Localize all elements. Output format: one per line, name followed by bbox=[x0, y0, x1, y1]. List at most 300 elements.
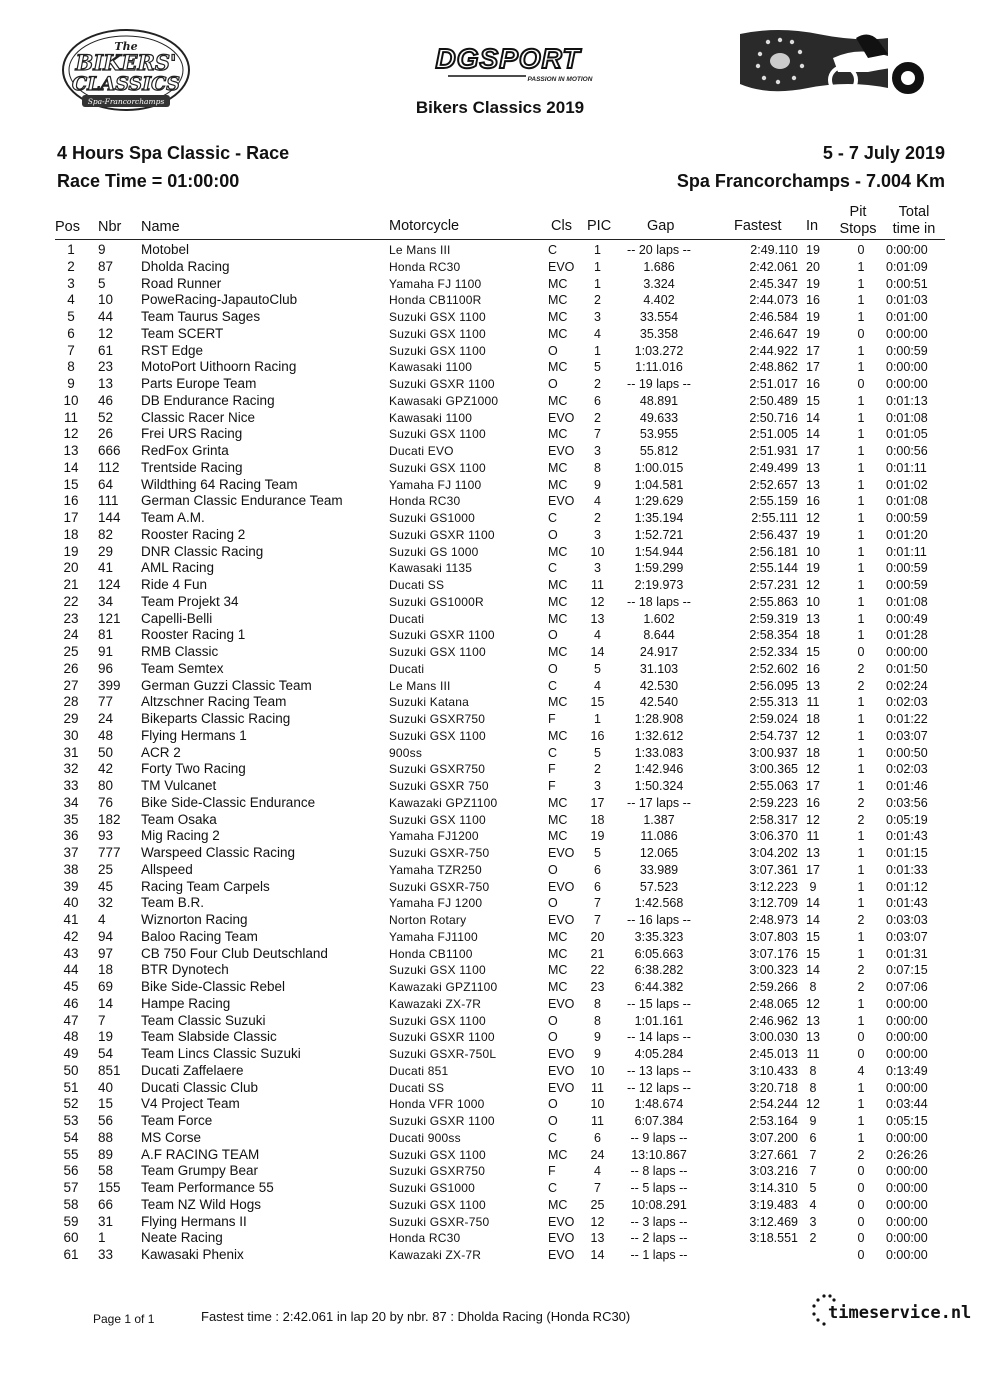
cell-class: MC bbox=[548, 360, 568, 375]
cell-pic: 15 bbox=[590, 695, 605, 710]
cell-pic: 2 bbox=[594, 511, 601, 525]
cell-pit-stops: 1 bbox=[857, 728, 865, 743]
cell-nbr: 851 bbox=[98, 1062, 121, 1078]
cell-total-time: 0:01:15 bbox=[886, 846, 928, 860]
cell-total-time: 0:05:15 bbox=[886, 1114, 928, 1128]
cell-gap: 1:03.272 bbox=[634, 343, 684, 358]
table-row bbox=[0, 946, 1000, 963]
cell-nbr: 9 bbox=[98, 242, 106, 257]
cell-pic: 14 bbox=[590, 1248, 605, 1262]
cell-nbr: 66 bbox=[98, 1196, 114, 1212]
table-row bbox=[0, 443, 1000, 460]
cell-nbr: 76 bbox=[98, 794, 114, 810]
cell-motorcycle: Suzuki GSX 1100 bbox=[389, 1197, 486, 1212]
cell-pos: 47 bbox=[63, 1012, 79, 1028]
cell-nbr: 23 bbox=[98, 359, 114, 375]
table-row bbox=[0, 644, 1000, 661]
cell-class: C bbox=[548, 243, 558, 257]
cell-name: Hampe Racing bbox=[141, 995, 231, 1011]
cell-class: MC bbox=[548, 929, 568, 944]
cell-in-lap: 14 bbox=[806, 427, 820, 442]
cell-total-time: 0:00:51 bbox=[886, 276, 928, 291]
cell-nbr: 48 bbox=[98, 727, 114, 743]
table-row bbox=[0, 410, 1000, 427]
cell-pic: 1 bbox=[594, 712, 601, 726]
cell-gap: 6:44.382 bbox=[634, 980, 684, 994]
cell-nbr: 14 bbox=[98, 995, 114, 1011]
col-header-name: Name bbox=[141, 219, 180, 235]
table-row bbox=[0, 292, 1000, 309]
col-header-in: In bbox=[806, 218, 819, 234]
cell-total-time: 0:01:33 bbox=[886, 862, 928, 877]
cell-pos: 57 bbox=[63, 1180, 79, 1195]
cell-class: MC bbox=[548, 578, 568, 592]
cell-class: EVO bbox=[548, 1047, 575, 1061]
cell-nbr: 58 bbox=[98, 1163, 114, 1179]
cell-fastest: 2:56.437 bbox=[749, 527, 798, 542]
cell-fastest: 3:00.365 bbox=[749, 762, 798, 777]
cell-class: MC bbox=[548, 611, 568, 626]
cell-in-lap: 19 bbox=[806, 276, 820, 291]
table-row bbox=[0, 1147, 1000, 1164]
cell-nbr: 777 bbox=[98, 845, 121, 860]
cell-gap: 1:42.946 bbox=[634, 762, 684, 777]
cell-pit-stops: 1 bbox=[857, 1097, 865, 1112]
cell-total-time: 0:00:00 bbox=[886, 1197, 928, 1212]
cell-pos: 53 bbox=[63, 1113, 79, 1128]
cell-in-lap: 16 bbox=[806, 494, 820, 509]
cell-total-time: 0:01:11 bbox=[886, 544, 927, 559]
cell-name: V4 Project Team bbox=[141, 1096, 240, 1112]
cell-motorcycle: Kawazaki GPZ1100 bbox=[389, 980, 498, 994]
col-header-pit-line1: Pit bbox=[849, 204, 867, 220]
table-row bbox=[0, 1080, 1000, 1097]
cell-total-time: 0:01:43 bbox=[886, 896, 928, 911]
cell-pit-stops: 1 bbox=[857, 393, 865, 408]
cell-gap: 49.633 bbox=[639, 410, 679, 425]
cell-pit-stops: 2 bbox=[857, 963, 865, 978]
cell-pos: 19 bbox=[63, 543, 79, 559]
cell-in-lap: 10 bbox=[806, 594, 820, 609]
cell-pic: 19 bbox=[590, 829, 605, 844]
cell-gap: 4.402 bbox=[643, 293, 675, 308]
cell-name: Capelli-Belli bbox=[141, 610, 213, 626]
cell-nbr: 25 bbox=[98, 861, 114, 877]
cell-motorcycle: Norton Rotary bbox=[389, 913, 467, 927]
motorcycle-flag-logo bbox=[738, 28, 926, 96]
cell-name: RedFox Grinta bbox=[141, 443, 229, 458]
cell-pos: 34 bbox=[63, 794, 79, 810]
cell-gap: 4:05.284 bbox=[634, 1047, 684, 1061]
cell-gap: 6:05.663 bbox=[634, 946, 684, 961]
cell-nbr: 77 bbox=[98, 694, 114, 710]
cell-pos: 33 bbox=[63, 778, 79, 793]
cell-motorcycle: Honda RC30 bbox=[389, 494, 461, 509]
cell-pos: 13 bbox=[63, 443, 79, 458]
cell-class: O bbox=[548, 862, 558, 877]
cell-total-time: 0:00:00 bbox=[886, 1231, 928, 1246]
cell-total-time: 0:01:22 bbox=[886, 712, 928, 726]
page-indicator: Page 1 of 1 bbox=[93, 1312, 155, 1326]
table-row bbox=[0, 627, 1000, 644]
cell-pos: 30 bbox=[63, 727, 79, 743]
cell-in-lap: 19 bbox=[806, 310, 820, 324]
cell-fastest: 3:19.483 bbox=[749, 1197, 798, 1212]
cell-nbr: 24 bbox=[98, 711, 114, 726]
cell-pit-stops: 2 bbox=[857, 980, 865, 994]
cell-in-lap: 12 bbox=[806, 812, 820, 827]
cell-fastest: 2:59.223 bbox=[749, 795, 798, 810]
cell-class: C bbox=[548, 561, 558, 576]
cell-in-lap: 18 bbox=[806, 628, 820, 643]
cell-in-lap: 13 bbox=[806, 611, 820, 626]
cell-in-lap: 8 bbox=[809, 980, 817, 994]
cell-fastest: 3:14.310 bbox=[749, 1181, 798, 1195]
svg-text:PASSION IN MOTION: PASSION IN MOTION bbox=[527, 76, 593, 83]
cell-pit-stops: 1 bbox=[857, 460, 865, 475]
cell-pit-stops: 1 bbox=[857, 360, 865, 375]
cell-pos: 22 bbox=[63, 593, 79, 609]
cell-name: Team Semtex bbox=[141, 660, 224, 676]
cell-fastest: 3:07.803 bbox=[749, 929, 798, 944]
cell-nbr: 50 bbox=[98, 744, 114, 760]
cell-pit-stops: 2 bbox=[857, 795, 865, 810]
cell-name: Ride 4 Fun bbox=[141, 577, 208, 592]
cell-pic: 17 bbox=[590, 795, 605, 810]
cell-motorcycle: Kawazaki ZX-7R bbox=[389, 1248, 482, 1262]
cell-pos: 38 bbox=[63, 861, 79, 877]
cell-pos: 23 bbox=[63, 610, 79, 626]
cell-nbr: 33 bbox=[98, 1247, 114, 1262]
cell-nbr: 40 bbox=[98, 1079, 114, 1095]
cell-name: Team A.M. bbox=[141, 510, 205, 525]
cell-name: TM Vulcanet bbox=[141, 778, 217, 793]
cell-gap: -- 9 laps -- bbox=[630, 1130, 688, 1145]
table-row bbox=[0, 343, 1000, 360]
cell-motorcycle: Kawazaki ZX-7R bbox=[389, 996, 482, 1011]
cell-gap: 33.554 bbox=[639, 310, 679, 324]
cell-motorcycle: Yamaha FJ1200 bbox=[389, 829, 479, 844]
cell-pic: 11 bbox=[591, 1080, 604, 1095]
cell-class: MC bbox=[548, 980, 568, 994]
cell-in-lap: 9 bbox=[809, 1114, 817, 1128]
cell-gap: 1.686 bbox=[643, 259, 675, 274]
cell-total-time: 0:02:03 bbox=[886, 695, 928, 710]
cell-class: C bbox=[548, 1130, 558, 1145]
cell-pos: 55 bbox=[63, 1146, 79, 1162]
cell-class: O bbox=[548, 343, 558, 358]
cell-in-lap: 18 bbox=[806, 745, 820, 760]
cell-nbr: 5 bbox=[98, 275, 106, 291]
svg-text:CLASSICS: CLASSICS bbox=[72, 73, 180, 95]
cell-fastest: 2:42.061 bbox=[749, 259, 798, 274]
cell-name: Mig Racing 2 bbox=[141, 828, 220, 844]
cell-fastest: 2:59.319 bbox=[749, 611, 798, 626]
cell-pic: 20 bbox=[590, 929, 605, 944]
cell-gap: -- 20 laps -- bbox=[627, 243, 691, 257]
cell-pos: 51 bbox=[63, 1079, 79, 1095]
cell-class: F bbox=[548, 712, 556, 726]
cell-pic: 13 bbox=[590, 1231, 605, 1246]
cell-name: Ducati Zaffelaere bbox=[141, 1062, 244, 1078]
cell-pos: 52 bbox=[63, 1096, 79, 1112]
cell-pit-stops: 0 bbox=[857, 1248, 865, 1262]
cell-class: EVO bbox=[548, 846, 575, 860]
cell-name: CB 750 Four Club Deutschland bbox=[141, 945, 328, 961]
cell-class: EVO bbox=[548, 879, 575, 894]
cell-pos: 10 bbox=[63, 392, 79, 408]
cell-name: Parts Europe Team bbox=[141, 376, 257, 391]
cell-gap: 1:33.083 bbox=[634, 745, 684, 760]
cell-gap: -- 16 laps -- bbox=[627, 913, 691, 927]
cell-nbr: 89 bbox=[98, 1146, 114, 1162]
cell-pic: 1 bbox=[594, 343, 601, 358]
cell-class: MC bbox=[548, 427, 568, 442]
cell-class: MC bbox=[548, 812, 568, 827]
cell-gap: -- 2 laps -- bbox=[630, 1231, 688, 1246]
cell-in-lap: 17 bbox=[806, 862, 820, 877]
cell-gap: 11.086 bbox=[640, 829, 678, 844]
cell-motorcycle: Ducati bbox=[389, 611, 425, 626]
svg-text:BIKERS': BIKERS' bbox=[75, 50, 177, 75]
cell-total-time: 0:01:13 bbox=[886, 393, 928, 408]
cell-total-time: 0:03:56 bbox=[886, 795, 928, 810]
table-row bbox=[0, 828, 1000, 845]
cell-fastest: 2:58.317 bbox=[749, 812, 798, 827]
cell-pic: 6 bbox=[594, 862, 601, 877]
cell-pic: 18 bbox=[590, 812, 605, 827]
cell-fastest: 2:51.931 bbox=[749, 444, 798, 458]
cell-fastest: 2:57.231 bbox=[749, 578, 798, 592]
cell-pic: 3 bbox=[594, 527, 601, 542]
cell-class: MC bbox=[548, 477, 568, 492]
cell-pic: 4 bbox=[594, 326, 601, 341]
cell-name: German Classic Endurance Team bbox=[141, 493, 343, 509]
cell-pit-stops: 1 bbox=[857, 762, 865, 777]
cell-pos: 28 bbox=[63, 694, 79, 710]
cell-total-time: 0:01:28 bbox=[886, 628, 928, 643]
cell-pic: 6 bbox=[594, 1130, 601, 1145]
cell-pos: 17 bbox=[63, 510, 79, 525]
cell-in-lap: 17 bbox=[806, 779, 820, 793]
cell-class: EVO bbox=[548, 444, 575, 458]
cell-nbr: 91 bbox=[98, 644, 114, 659]
cell-motorcycle: Suzuki GSXR-750 bbox=[389, 879, 490, 894]
cell-gap: 1:01.161 bbox=[634, 1013, 684, 1028]
cell-class: MC bbox=[548, 544, 568, 559]
cell-pic: 2 bbox=[594, 377, 601, 391]
col-header-total-time bbox=[886, 204, 942, 238]
cell-fastest: 3:12.469 bbox=[749, 1214, 798, 1229]
cell-nbr: 666 bbox=[98, 443, 121, 458]
table-row bbox=[0, 1113, 1000, 1130]
cell-nbr: 19 bbox=[98, 1029, 114, 1045]
cell-fastest: 2:52.334 bbox=[749, 645, 798, 659]
table-row bbox=[0, 1247, 1000, 1264]
cell-nbr: 34 bbox=[98, 593, 114, 609]
cell-gap: -- 15 laps -- bbox=[627, 996, 691, 1011]
cell-total-time: 0:01:46 bbox=[886, 779, 928, 793]
cell-pos: 20 bbox=[63, 560, 79, 576]
cell-class: EVO bbox=[548, 410, 575, 425]
cell-gap: -- 19 laps -- bbox=[627, 377, 691, 391]
cell-pos: 18 bbox=[63, 526, 79, 542]
cell-name: Forty Two Racing bbox=[141, 761, 246, 777]
cell-motorcycle: Suzuki GSX 1100 bbox=[389, 427, 486, 442]
cell-pos: 40 bbox=[63, 895, 79, 911]
cell-total-time: 0:01:02 bbox=[886, 477, 928, 492]
table-row bbox=[0, 1096, 1000, 1113]
cell-pic: 8 bbox=[594, 460, 601, 475]
cell-pic: 23 bbox=[590, 980, 605, 994]
cell-fastest: 2:55.159 bbox=[749, 494, 798, 509]
results-table-body bbox=[0, 242, 1000, 1264]
cell-pos: 42 bbox=[63, 928, 79, 944]
cell-gap: 53.955 bbox=[639, 427, 679, 442]
cell-pit-stops: 1 bbox=[857, 544, 865, 559]
cell-name: Team Grumpy Bear bbox=[141, 1163, 259, 1179]
cell-pit-stops: 1 bbox=[857, 561, 865, 576]
cell-nbr: 88 bbox=[98, 1129, 114, 1145]
cell-pos: 24 bbox=[63, 627, 79, 643]
cell-in-lap: 12 bbox=[806, 578, 820, 592]
table-row bbox=[0, 962, 1000, 979]
cell-in-lap: 17 bbox=[806, 343, 820, 358]
cell-motorcycle: Suzuki GSX 1100 bbox=[389, 812, 486, 827]
table-row bbox=[0, 1029, 1000, 1046]
cell-in-lap: 12 bbox=[806, 762, 820, 777]
cell-pic: 11 bbox=[591, 578, 604, 592]
cell-gap: 2:19.973 bbox=[634, 578, 684, 592]
cell-total-time: 0:01:11 bbox=[886, 460, 927, 475]
cell-gap: 3:35.323 bbox=[634, 929, 684, 944]
cell-fastest: 2:46.962 bbox=[749, 1013, 798, 1028]
cell-pic: 1 bbox=[594, 276, 601, 291]
cell-class: MC bbox=[548, 460, 568, 475]
cell-in-lap: 12 bbox=[806, 1097, 820, 1112]
table-row bbox=[0, 493, 1000, 510]
cell-pos: 43 bbox=[63, 945, 79, 961]
cell-total-time: 0:01:05 bbox=[886, 427, 928, 442]
cell-nbr: 41 bbox=[98, 560, 114, 576]
cell-nbr: 44 bbox=[98, 309, 114, 324]
cell-motorcycle: Suzuki GSX 1100 bbox=[389, 963, 486, 978]
cell-gap: 1:29.629 bbox=[634, 494, 684, 509]
cell-pit-stops: 2 bbox=[857, 678, 865, 693]
cell-total-time: 0:01:43 bbox=[886, 829, 928, 844]
cell-in-lap: 13 bbox=[806, 1030, 820, 1045]
cell-nbr: 1 bbox=[98, 1230, 106, 1246]
cell-fastest: 2:45.347 bbox=[749, 276, 798, 291]
table-row bbox=[0, 778, 1000, 795]
cell-in-lap: 8 bbox=[809, 1080, 817, 1095]
cell-pic: 10 bbox=[590, 1097, 605, 1112]
cell-in-lap: 9 bbox=[809, 879, 817, 894]
cell-motorcycle: Kawasaki 1135 bbox=[389, 561, 473, 576]
cell-pos: 41 bbox=[63, 912, 79, 927]
cell-fastest: 3:00.323 bbox=[749, 963, 798, 978]
cell-motorcycle: Suzuki GSX 1100 bbox=[389, 645, 486, 659]
cell-nbr: 7 bbox=[98, 1012, 106, 1028]
dg-sport-logo bbox=[408, 42, 608, 86]
cell-pos: 61 bbox=[63, 1247, 79, 1262]
cell-in-lap: 14 bbox=[806, 896, 820, 911]
table-row bbox=[0, 577, 1000, 594]
cell-name: Bike Side-Classic Endurance bbox=[141, 794, 316, 810]
cell-gap: 35.358 bbox=[639, 326, 679, 341]
cell-nbr: 155 bbox=[98, 1180, 121, 1195]
table-row bbox=[0, 527, 1000, 544]
table-row bbox=[0, 242, 1000, 259]
cell-in-lap: 12 bbox=[806, 996, 820, 1011]
cell-total-time: 0:00:00 bbox=[886, 1248, 928, 1262]
cell-class: MC bbox=[548, 293, 568, 308]
cell-motorcycle: Suzuki Katana bbox=[389, 695, 469, 710]
cell-pit-stops: 1 bbox=[857, 444, 865, 458]
cell-pos: 3 bbox=[67, 275, 75, 291]
cell-name: German Guzzi Classic Team bbox=[141, 677, 312, 693]
cell-nbr: 46 bbox=[98, 392, 114, 408]
cell-pit-stops: 1 bbox=[857, 293, 865, 308]
cell-in-lap: 8 bbox=[809, 1063, 817, 1078]
cell-fastest: 2:52.657 bbox=[749, 477, 798, 492]
cell-total-time: 0:01:00 bbox=[886, 310, 928, 324]
cell-fastest: 3:06.370 bbox=[749, 829, 798, 844]
table-row bbox=[0, 259, 1000, 276]
cell-motorcycle: Suzuki GSXR 1100 bbox=[389, 377, 495, 391]
cell-total-time: 0:00:00 bbox=[886, 1013, 928, 1028]
cell-class: EVO bbox=[548, 1231, 575, 1246]
cell-pic: 10 bbox=[590, 1063, 605, 1078]
cell-pic: 12 bbox=[590, 594, 605, 609]
cell-fastest: 3:10.433 bbox=[749, 1063, 798, 1078]
cell-total-time: 0:00:59 bbox=[886, 578, 928, 592]
cell-fastest: 2:48.065 bbox=[749, 996, 798, 1011]
table-row bbox=[0, 1163, 1000, 1180]
table-row bbox=[0, 795, 1000, 812]
cell-total-time: 0:01:08 bbox=[886, 410, 928, 425]
cell-pic: 2 bbox=[594, 293, 601, 308]
cell-pit-stops: 0 bbox=[857, 1214, 865, 1229]
cell-class: MC bbox=[548, 1147, 568, 1162]
cell-nbr: 93 bbox=[98, 828, 114, 844]
cell-pic: 3 bbox=[594, 779, 601, 793]
cell-motorcycle: Suzuki GSXR750 bbox=[389, 1164, 486, 1179]
cell-gap: 57.523 bbox=[639, 879, 679, 894]
cell-name: Team Osaka bbox=[141, 811, 217, 827]
cell-gap: 1.602 bbox=[643, 611, 675, 626]
cell-pic: 7 bbox=[594, 1181, 601, 1195]
cell-class: EVO bbox=[548, 259, 575, 274]
cell-pos: 6 bbox=[67, 325, 75, 341]
cell-motorcycle: Kawasaki GPZ1000 bbox=[389, 393, 499, 408]
col-header-pos: Pos bbox=[55, 219, 80, 235]
cell-pic: 7 bbox=[594, 896, 601, 911]
cell-name: MotoPort Uithoorn Racing bbox=[141, 359, 297, 375]
cell-pic: 6 bbox=[594, 393, 601, 408]
cell-total-time: 0:00:00 bbox=[886, 360, 928, 375]
cell-name: Dholda Racing bbox=[141, 258, 230, 274]
cell-nbr: 80 bbox=[98, 778, 114, 793]
cell-gap: 24.917 bbox=[639, 645, 679, 659]
cell-motorcycle: Suzuki GSXR 750 bbox=[389, 779, 489, 793]
cell-in-lap: 14 bbox=[806, 963, 820, 978]
cell-in-lap: 13 bbox=[806, 1013, 820, 1028]
cell-pit-stops: 1 bbox=[857, 1114, 865, 1128]
table-row bbox=[0, 376, 1000, 393]
cell-motorcycle: Suzuki GSXR 1100 bbox=[389, 1114, 495, 1128]
cell-in-lap: 19 bbox=[806, 561, 820, 576]
